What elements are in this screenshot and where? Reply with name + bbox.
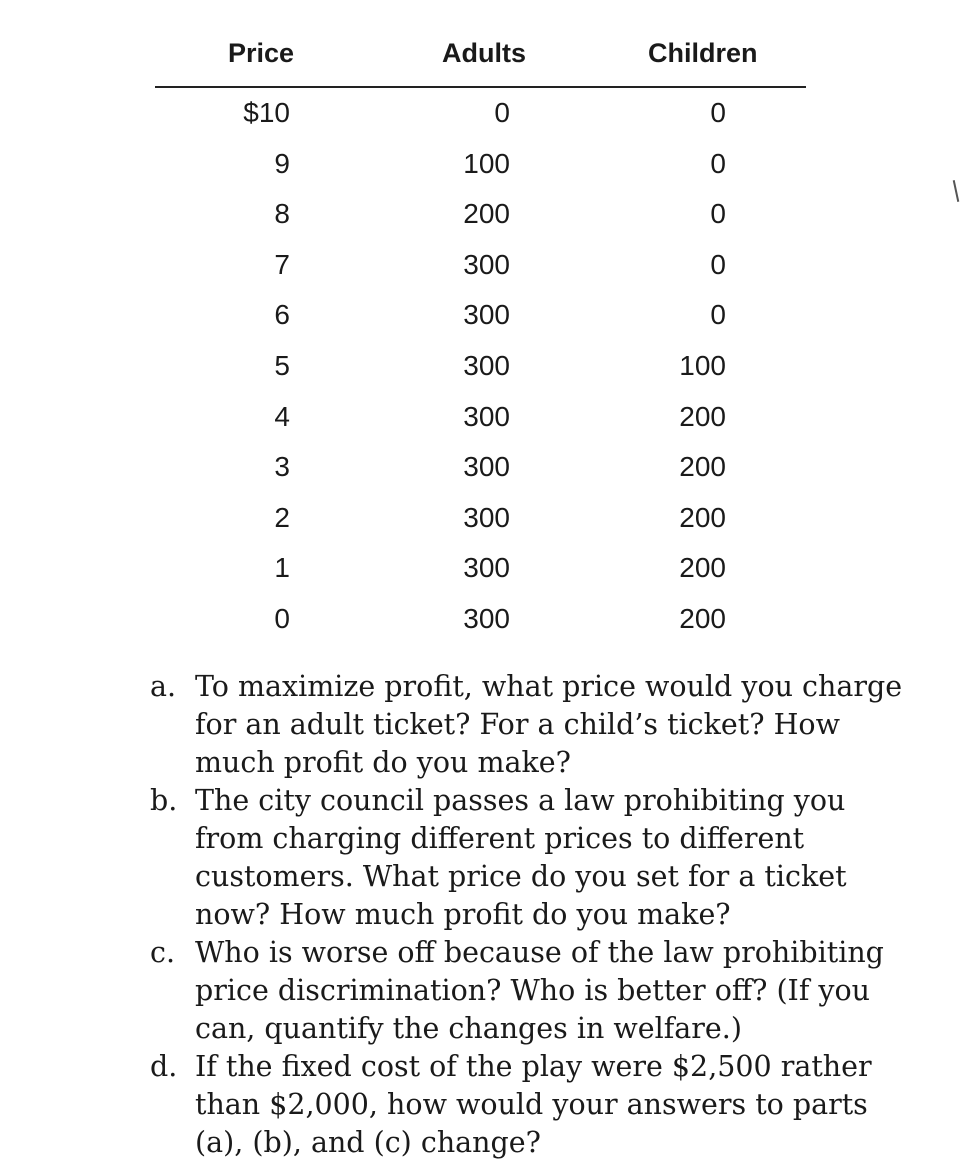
- table-row: [0, 552, 963, 603]
- question-letter: b.: [150, 784, 178, 817]
- adults-cell: 300: [463, 299, 510, 331]
- price-cell: 9: [274, 147, 290, 179]
- table-row: [0, 299, 963, 350]
- children-cell: 200: [679, 501, 726, 533]
- adults-cell: 300: [463, 248, 510, 280]
- adults-cell: 300: [463, 552, 510, 584]
- question-text: The city council passes a law prohibiting you from charging different prices to different customers. What price do you set for a ticket now? How much profit do you make?: [195, 784, 847, 931]
- question-text: Who is worse off because of the law prohibiting price discrimination? Who is better off? (If you can, quantify the changes in welfare.): [195, 936, 884, 1045]
- demand-table: [0, 97, 963, 654]
- price-cell: 3: [274, 451, 290, 483]
- question-item-c: [150, 934, 910, 1048]
- adults-cell: 300: [463, 451, 510, 483]
- adults-cell: 300: [463, 602, 510, 634]
- adults-cell: 300: [463, 400, 510, 432]
- question-text: To maximize profit, what price would you charge for an adult ticket? For a child’s ticket? How much profit do you make?: [195, 670, 903, 779]
- column-header-price: Price: [228, 38, 295, 68]
- table-row: [0, 198, 963, 249]
- price-cell: 5: [274, 349, 290, 381]
- price-cell: $10: [243, 97, 290, 128]
- question-letter: a.: [150, 670, 177, 703]
- adults-cell: 0: [494, 97, 510, 128]
- children-cell: 0: [710, 248, 726, 280]
- children-cell: 0: [710, 97, 726, 128]
- header-divider: [155, 86, 806, 88]
- price-cell: 2: [274, 501, 290, 533]
- price-cell: 8: [274, 198, 290, 230]
- question-item-b: [150, 782, 910, 934]
- question-item-d: [150, 1048, 910, 1162]
- question-list: [150, 668, 910, 1162]
- question-letter: c.: [150, 936, 176, 969]
- adults-cell: 300: [463, 349, 510, 381]
- adults-cell: 200: [463, 198, 510, 230]
- table-header-row: [0, 38, 963, 78]
- table-row: [0, 502, 963, 553]
- children-cell: 0: [710, 299, 726, 331]
- children-cell: 0: [710, 147, 726, 179]
- question-text: If the fixed cost of the play were $2,500 rather than $2,000, how would your answers to parts (a), (b), and (c) change?: [195, 1050, 872, 1159]
- table-row: [0, 401, 963, 452]
- question-letter: d.: [150, 1050, 178, 1083]
- table-row: [0, 350, 963, 401]
- adults-cell: 100: [463, 147, 510, 179]
- children-cell: 0: [710, 198, 726, 230]
- children-cell: 200: [679, 602, 726, 634]
- children-cell: 100: [679, 349, 726, 381]
- table-row: [0, 148, 963, 199]
- table-row: [0, 603, 963, 654]
- table-row: [0, 97, 963, 148]
- table-row: [0, 451, 963, 502]
- column-header-adults: Adults: [442, 38, 526, 68]
- price-cell: 0: [274, 602, 290, 634]
- adults-cell: 300: [463, 501, 510, 533]
- children-cell: 200: [679, 400, 726, 432]
- price-cell: 4: [274, 400, 290, 432]
- price-cell: 1: [274, 552, 290, 584]
- table-row: [0, 249, 963, 300]
- column-header-children: Children: [648, 38, 758, 68]
- question-item-a: [150, 668, 910, 782]
- price-cell: 7: [274, 248, 290, 280]
- price-cell: 6: [274, 299, 290, 331]
- children-cell: 200: [679, 552, 726, 584]
- children-cell: 200: [679, 451, 726, 483]
